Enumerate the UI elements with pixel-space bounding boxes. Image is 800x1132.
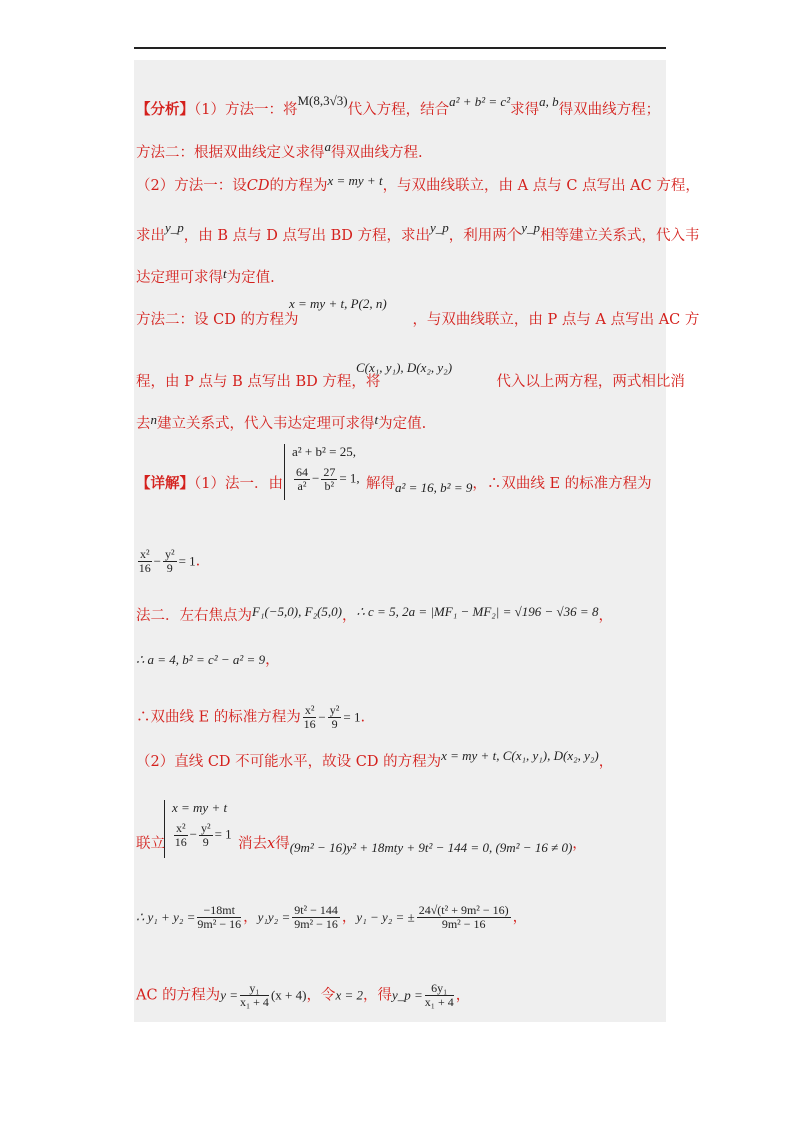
text: 为定值.: [226, 270, 275, 286]
fraction: [321, 466, 337, 493]
den: 16: [138, 561, 151, 575]
math-a: a: [324, 139, 331, 154]
text: 代入以上两方程，两式相比消: [496, 374, 685, 390]
text: ，: [265, 652, 280, 668]
text: 求得: [510, 102, 540, 118]
fraction: [240, 982, 269, 1009]
text: 的方程为: [269, 178, 328, 194]
math-eq: a² + b² = c²: [449, 94, 511, 109]
math-yp: y_p: [165, 220, 184, 235]
detail-line-6: [136, 748, 614, 772]
eq-line-2: $\frac{\text{x²}}{16}$ − $\frac{\text{y²}}{9}$ = 1: [174, 821, 232, 849]
math-n: n: [150, 412, 157, 427]
detail-line-4: [136, 650, 280, 670]
eq-tail: = 1: [178, 553, 196, 569]
text: （2）直线 CD 不可能水平，故设 CD 的方程为: [136, 754, 442, 770]
detail-label: 【详解】: [136, 475, 194, 492]
text: ，与双曲线联立，由 P 点与 A 点写出 AC 方: [412, 312, 700, 328]
math-ab: a, b: [539, 94, 559, 109]
detail-line-2: $\frac{\text{x²}}{16}$ − $\frac{\text{y²}}{9}$ = 1.: [138, 547, 201, 575]
text: （1）方法一：将: [194, 102, 298, 118]
text: ，: [455, 987, 471, 1004]
math-sum: ∴ y₁ + y₂ =: [136, 909, 196, 925]
den: 9m² − 16: [197, 917, 242, 931]
math-tail: (x + 4): [270, 987, 307, 1003]
den: a²: [297, 479, 307, 493]
num: x²: [140, 547, 150, 561]
text: 方法二：设 CD 的方程为: [136, 312, 299, 328]
num: −18mt: [197, 904, 241, 918]
math-cd: x = my + t, C(x₁, y₁), D(x₂, y₂): [441, 748, 599, 763]
fraction: [294, 466, 310, 493]
fraction: [425, 982, 454, 1009]
text: 程，由 P 点与 B 点写出 BD 方程，将: [136, 374, 381, 390]
brace: [164, 800, 171, 858]
math-t: t: [374, 412, 379, 427]
math-yp: y_p: [430, 220, 449, 235]
analysis-line-4: [136, 220, 700, 246]
math-line-p: x = my + t, P(2, n): [289, 296, 387, 311]
num: 64: [296, 465, 308, 479]
text-x: x: [267, 836, 276, 852]
analysis-line-7: [136, 372, 685, 392]
eq-tail: = 1: [214, 826, 232, 842]
text: 联立: [136, 836, 165, 852]
fraction: [417, 904, 511, 931]
text: 去: [136, 416, 151, 432]
analysis-line-6: [136, 310, 699, 330]
fraction: [197, 904, 241, 931]
text: 达定理可求得: [136, 270, 223, 286]
eq-line-2: $\frac{64}{\text{a²}}$ − $\frac{27}{\text{b²}}$ = 1,: [296, 465, 360, 493]
den: 9m² − 16: [441, 917, 486, 931]
detail-line-7: [136, 834, 165, 854]
text: 得双曲线方程.: [331, 145, 423, 161]
text: ，由 B 点与 D 点写出 BD 方程，求出: [183, 228, 430, 244]
eq-tail: = 1,: [339, 470, 360, 486]
text: 代入方程，结合: [347, 102, 450, 118]
detail-line-3: [136, 606, 613, 626]
text: ，: [572, 836, 587, 852]
eq-line: a² + b² = 25,: [292, 444, 356, 459]
text: 方法二：根据双曲线定义求得: [136, 145, 325, 161]
text: ，: [598, 754, 614, 770]
math-diff: y₁ − y₂ = ±: [356, 909, 415, 925]
analysis-line-3: [136, 173, 700, 196]
fraction: [163, 548, 177, 575]
fraction: [292, 904, 340, 931]
math-quadratic: (9m² − 16)y² + 18mty + 9t² − 144 = 0, (9m² − 16 ≠ 0): [289, 840, 573, 855]
text: （1）法一．由: [194, 476, 283, 492]
num: x²: [304, 703, 315, 717]
fraction: [174, 822, 188, 849]
math-foci: F₁(−5,0), F₂(5,0): [252, 604, 343, 619]
math-c: ∴ c = 5, 2a = |MF₁ − MF₂| = √196 − √36 = 8: [356, 604, 599, 619]
den: b²: [324, 479, 335, 493]
analysis-label: 【分析】: [136, 101, 194, 118]
text: 解得: [366, 476, 395, 492]
text: 相等建立关系式，代入韦: [540, 228, 700, 244]
content-panel: [134, 60, 666, 1022]
analysis-line-1: [136, 93, 661, 120]
detail-line-1b: [366, 474, 652, 494]
fraction: [303, 704, 317, 731]
den: 16: [174, 835, 187, 849]
detail-line-9: [136, 982, 470, 1009]
num: y²: [329, 703, 340, 717]
num: y₁: [240, 982, 269, 996]
brace: [284, 444, 291, 500]
den: 16: [303, 717, 316, 731]
text: 建立关系式，代入韦达定理可求得: [157, 416, 375, 432]
text: 求出: [136, 228, 165, 244]
text: ∴双曲线 E 的标准方程为: [136, 709, 301, 726]
num: 6y₁: [425, 982, 454, 996]
den: x₁ + 4: [424, 995, 454, 1009]
text-cd: CD: [246, 178, 270, 194]
fraction: [328, 704, 342, 731]
text: ，: [598, 608, 613, 624]
den: 9m² − 16: [294, 917, 338, 931]
den: 9: [166, 561, 173, 575]
text: ，: [512, 909, 528, 926]
num: y²: [200, 821, 211, 835]
text: AC 的方程为: [136, 987, 221, 1004]
text: 得: [275, 836, 290, 852]
text: ，与双曲线联立，由 A 点与 C 点写出 AC 方程，: [382, 178, 700, 194]
text: （2）方法一：设: [136, 178, 247, 194]
math-points: C(x₁, y₁), D(x₂, y₂): [356, 360, 453, 375]
detail-line-8: [136, 904, 527, 931]
text: ，∴双曲线 E 的标准方程为: [472, 476, 652, 492]
num: y²: [164, 547, 175, 561]
math-m: M(8,3√3): [297, 93, 348, 108]
text: ，利用两个: [448, 228, 522, 244]
detail-line-7b: [238, 834, 587, 854]
num: 24√(t² + 9m² − 16): [418, 903, 509, 917]
detail-line-5: ∴双曲线 E 的标准方程为 $\frac{\text{x²}}{16}$ − $\frac{\text{y²}}{9}$ = 1.: [136, 703, 366, 731]
fraction: [199, 822, 213, 849]
math-y: y =: [220, 987, 238, 1003]
eq-line: x = my + t: [172, 800, 228, 815]
num: x²: [176, 821, 186, 835]
text: ，令: [306, 987, 336, 1004]
text: 得双曲线方程；: [558, 102, 661, 118]
analysis-line-2: [136, 139, 423, 163]
fraction: [138, 548, 152, 575]
analysis-line-8: [136, 414, 426, 434]
system-2: [164, 800, 244, 860]
text: 消去: [238, 836, 267, 852]
detail-line-1: [136, 474, 283, 494]
den: x₁ + 4: [239, 995, 269, 1009]
text: ，: [342, 608, 357, 624]
analysis-line-5: [136, 268, 275, 288]
text: .: [360, 709, 366, 726]
math-x: x = 2: [335, 987, 363, 1003]
math-line: x = my + t: [327, 173, 383, 188]
num: 9t² − 144: [294, 903, 338, 917]
math-yp: y_p: [521, 220, 541, 235]
math-result: a² = 16, b² = 9: [395, 480, 473, 495]
system-1: [284, 444, 364, 504]
text: ，得: [362, 987, 392, 1004]
top-rule: [134, 47, 666, 49]
text: .: [195, 553, 201, 570]
den: 9: [331, 717, 338, 731]
math-t: t: [223, 266, 227, 281]
math-product: y₁y₂ =: [257, 909, 291, 925]
text: ，: [341, 909, 357, 926]
math-ab: ∴ a = 4, b² = c² − a² = 9: [136, 652, 266, 667]
den: 9: [202, 835, 209, 849]
text: ，: [243, 909, 258, 926]
math-yp: y_p =: [391, 987, 423, 1003]
text: 为定值.: [378, 416, 427, 432]
num: 27: [323, 465, 336, 479]
text: 法二．左右焦点为: [136, 608, 252, 624]
eq-tail: = 1: [343, 709, 361, 725]
